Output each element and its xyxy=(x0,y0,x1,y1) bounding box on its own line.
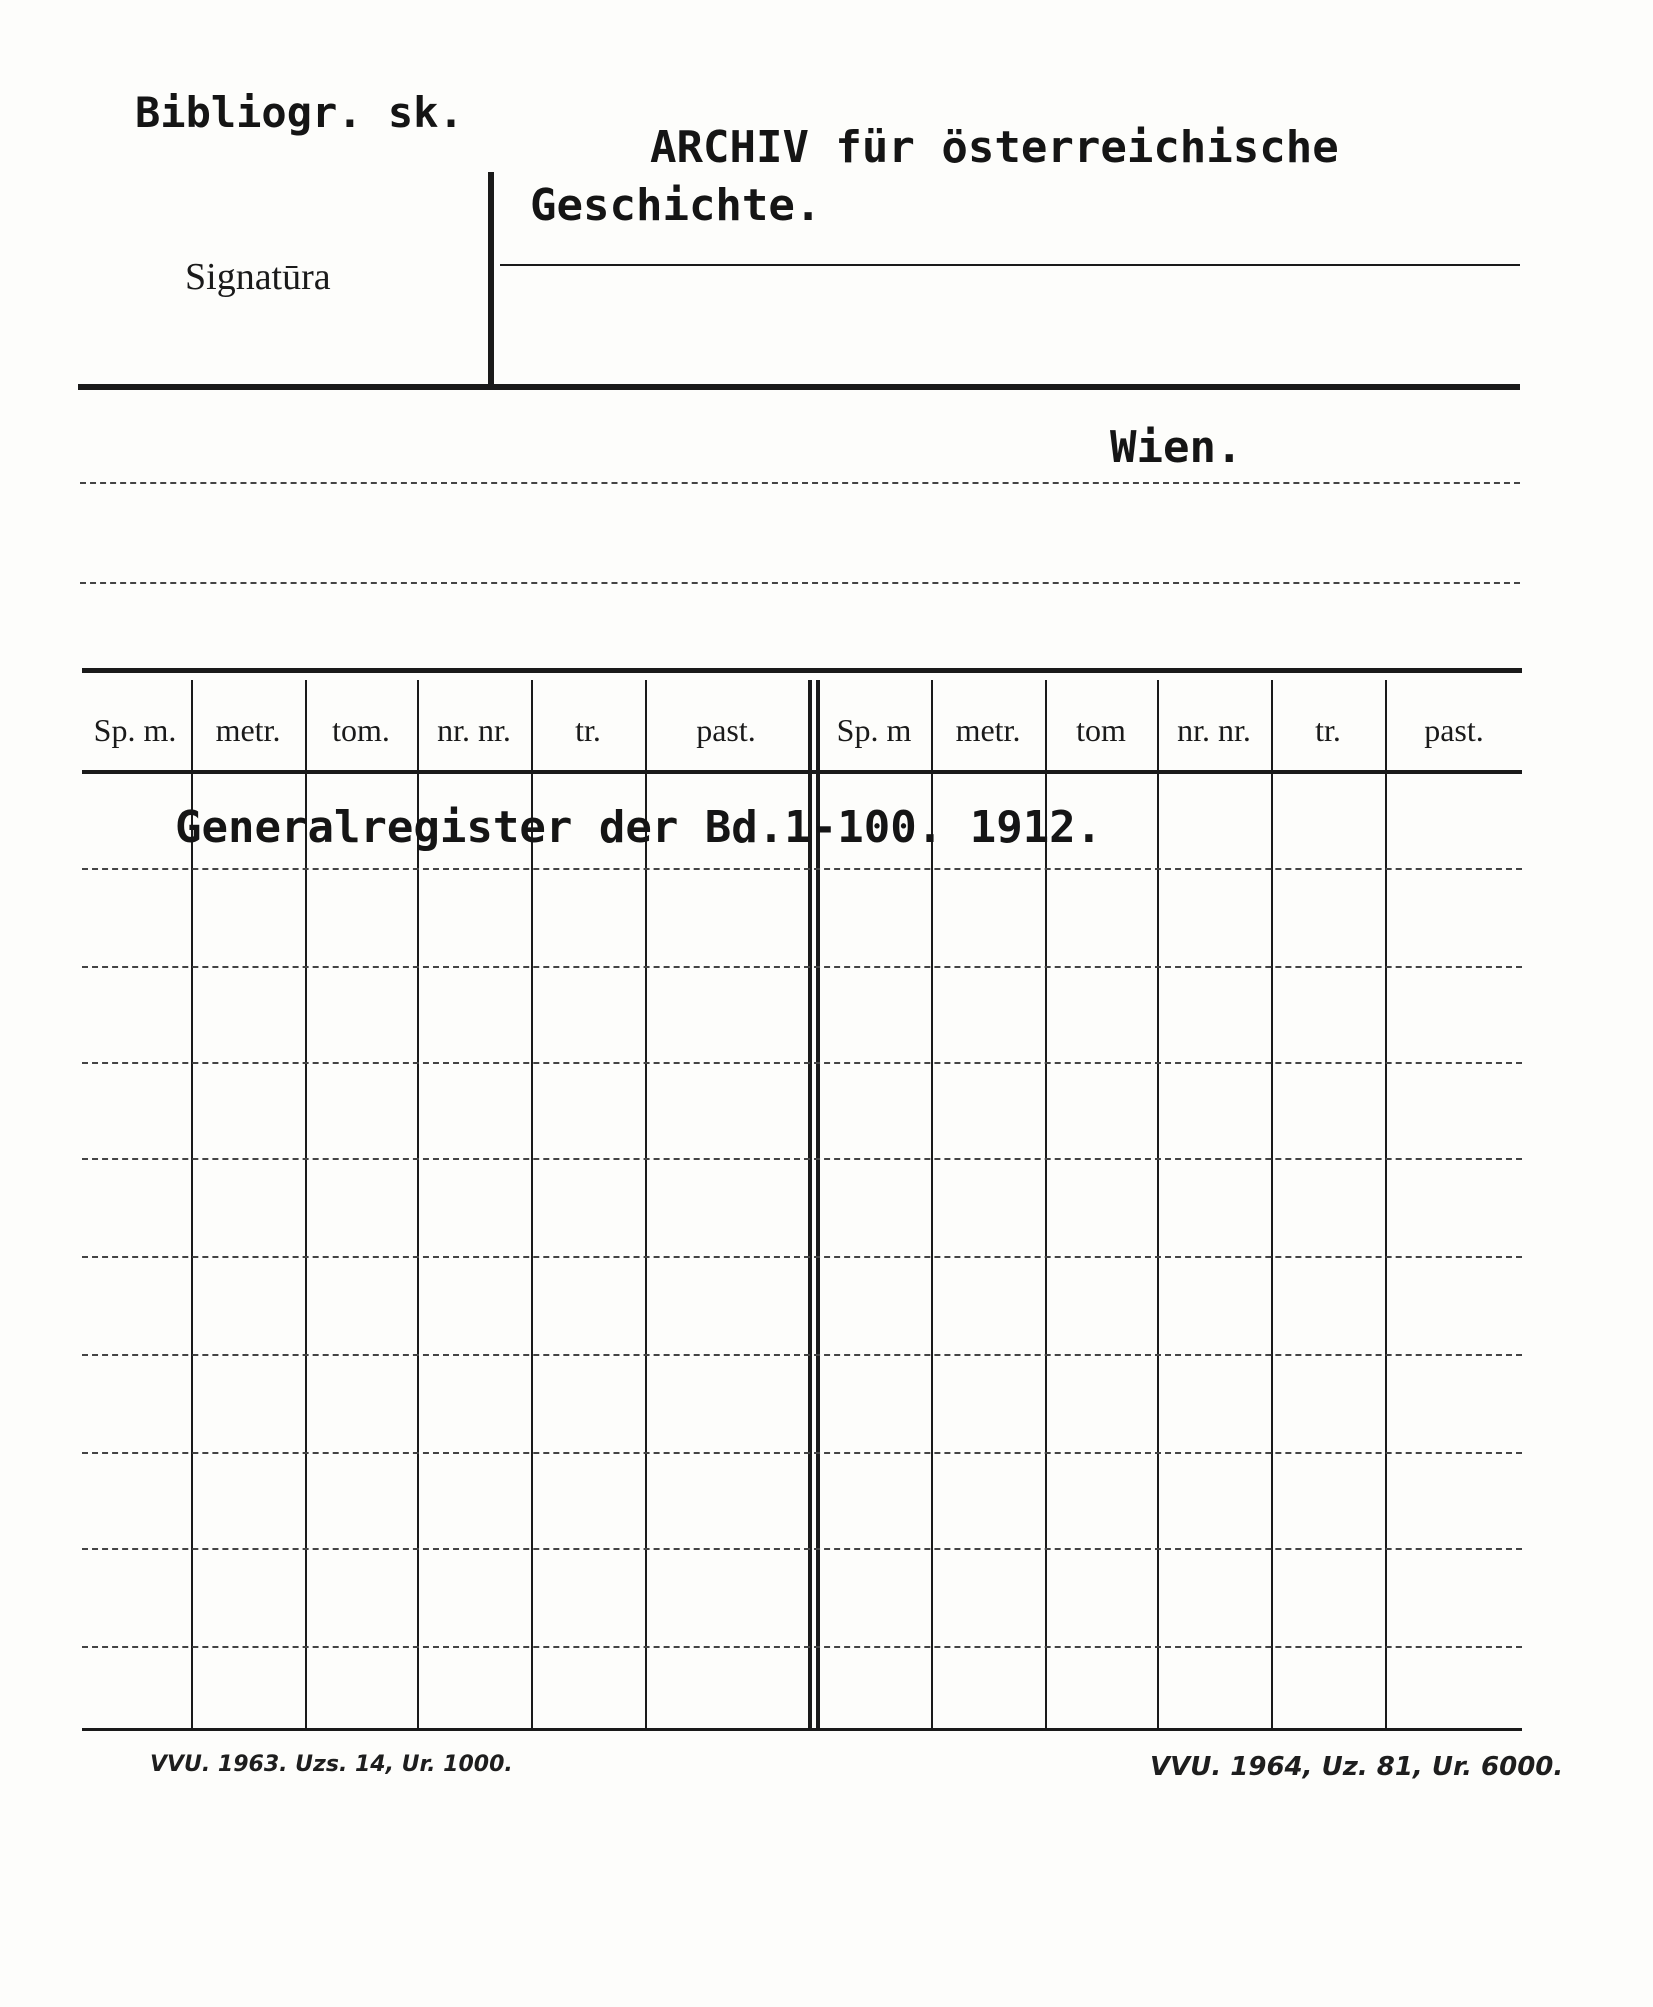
col-header-sp-m-right: Sp. m xyxy=(836,711,912,748)
col-header-past: past. xyxy=(696,711,756,748)
col-header-tom-right: tom xyxy=(1076,711,1126,748)
title-rule xyxy=(500,264,1520,266)
table-row-rule xyxy=(82,1452,1522,1454)
column-line xyxy=(1271,680,1273,1730)
place-of-publication: Wien. xyxy=(1110,422,1243,473)
col-header-tom: tom. xyxy=(332,711,390,748)
table-row-rule xyxy=(82,1548,1522,1550)
table-top-rule xyxy=(82,668,1522,673)
holdings-entry: Generalregister der Bd.1-100. 1912. xyxy=(175,802,1103,853)
col-header-tr: tr. xyxy=(575,711,601,748)
inventory-stamp-right: VVU. 1964, Uz. 81, Ur. 6000. xyxy=(1150,1752,1564,1782)
signature-box-rule xyxy=(78,384,1520,390)
section-code: Bibliogr. sk. xyxy=(135,88,464,137)
col-header-metr-right: metr. xyxy=(955,711,1021,748)
inventory-stamp-left: VVU. 1963. Uzs. 14, Ur. 1000. xyxy=(150,1752,513,1777)
ruled-line xyxy=(80,582,1520,584)
col-header-tr-right: tr. xyxy=(1315,711,1341,748)
ruled-line xyxy=(80,482,1520,484)
column-line xyxy=(1157,680,1159,1730)
col-header-metr: metr. xyxy=(215,711,281,748)
table-row-rule xyxy=(82,1354,1522,1356)
table-row-rule xyxy=(82,1062,1522,1064)
column-line xyxy=(1385,680,1387,1730)
table-row-rule xyxy=(82,966,1522,968)
signature-label: Signatūra xyxy=(185,256,331,298)
card-title-line2: Geschichte. xyxy=(530,180,822,231)
table-row-rule xyxy=(82,868,1522,870)
table-row-rule xyxy=(82,1158,1522,1160)
col-header-past-right: past. xyxy=(1424,711,1484,748)
card-title-line1: ARCHIV für österreichische xyxy=(650,122,1339,173)
col-header-nr-nr: nr. nr. xyxy=(437,711,511,748)
table-row-rule xyxy=(82,1256,1522,1258)
table-row-rule xyxy=(82,1646,1522,1648)
table-header-rule xyxy=(82,770,1522,774)
col-header-sp-m: Sp. m. xyxy=(93,711,177,748)
signature-divider xyxy=(488,172,494,387)
table-bottom-rule xyxy=(82,1728,1522,1731)
col-header-nr-nr-right: nr. nr. xyxy=(1177,711,1251,748)
